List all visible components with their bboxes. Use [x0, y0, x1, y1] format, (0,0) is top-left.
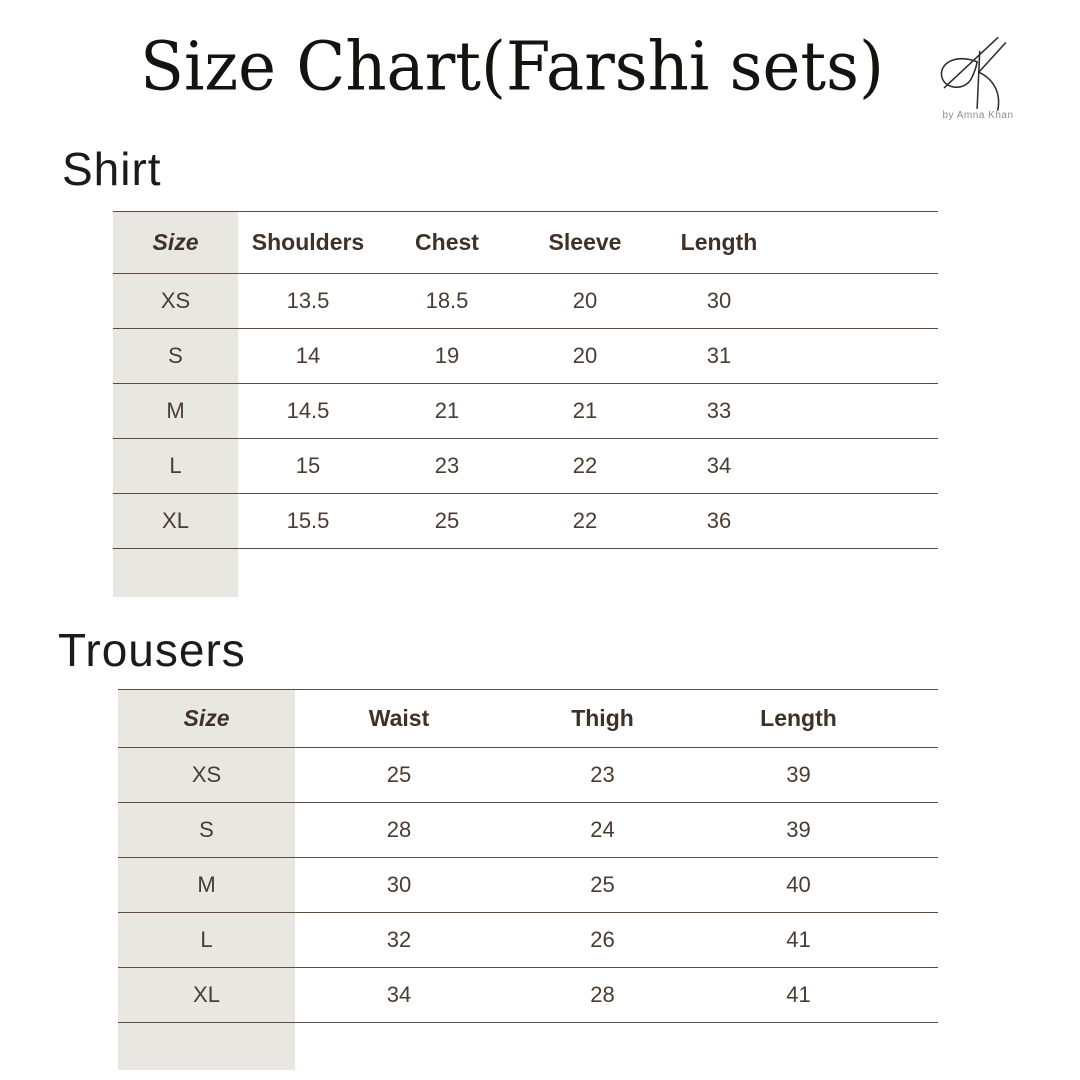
table-row: [113, 384, 938, 439]
filler-header-cell: [895, 689, 938, 747]
header-row: [118, 689, 938, 747]
filler-cell: [784, 329, 938, 384]
size-label-cell: M: [113, 384, 238, 439]
filler-cell: [895, 857, 938, 912]
table-row: [118, 857, 938, 912]
size-label-cell: [113, 549, 238, 597]
size-label-cell: XS: [118, 747, 295, 802]
filler-cell: [784, 439, 938, 494]
measurement-cell: 33: [706, 398, 732, 423]
measurement-cell: 34: [386, 981, 412, 1007]
measurement-cell: 28: [386, 816, 412, 842]
page-title: Size Chart(Farshi sets): [140, 28, 884, 107]
measurement-cell: 18.5: [425, 288, 469, 313]
measurement-cell: 23: [590, 761, 615, 787]
column-header: Thigh: [571, 704, 634, 731]
table-row: [118, 912, 938, 967]
measurement-cell: 22: [572, 453, 598, 478]
measurement-cell: 24: [590, 816, 615, 842]
table-row: [113, 439, 938, 494]
column-header: Length: [760, 704, 837, 731]
measurement-cell: [378, 549, 516, 597]
measurement-cell: 20: [572, 288, 598, 313]
filler-cell: [784, 384, 938, 439]
filler-cell: [895, 802, 938, 857]
trousers-heading: Trousers: [58, 623, 246, 676]
measurement-cell: 21: [434, 398, 460, 423]
table-row: [113, 494, 938, 549]
table-row: [113, 329, 938, 384]
size-label-cell: S: [113, 329, 238, 384]
measurement-cell: 20: [572, 343, 598, 368]
measurement-cell: 13.5: [286, 288, 330, 313]
logo-tagline: by Amna Khan: [942, 110, 1014, 121]
shirt-section: [0, 142, 1080, 597]
measurement-cell: [238, 549, 378, 597]
empty-stub-row: [118, 1022, 938, 1070]
measurement-cell: 15.5: [286, 508, 330, 533]
table-row: [113, 274, 938, 329]
measurement-cell: 26: [590, 926, 615, 952]
measurement-cell: 39: [786, 761, 811, 787]
size-label-cell: XL: [118, 967, 295, 1022]
measurement-cell: 41: [786, 926, 811, 952]
measurement-cell: 28: [590, 981, 615, 1007]
filler-header-cell: [784, 212, 938, 274]
measurement-cell: [516, 549, 654, 597]
column-header: Shoulders: [251, 229, 365, 255]
column-header: Sleeve: [548, 229, 622, 255]
size-label-cell: L: [118, 912, 295, 967]
trousers-size-table: [118, 689, 938, 1071]
measurement-cell: 15: [295, 453, 321, 478]
measurement-cell: 25: [386, 761, 412, 787]
measurement-cell: 21: [572, 398, 598, 423]
shirt-size-table: [113, 211, 938, 597]
measurement-cell: 39: [786, 816, 811, 842]
header-row: [113, 212, 938, 274]
measurement-cell: [295, 1022, 503, 1070]
measurement-cell: 22: [572, 508, 598, 533]
brand-logo: [928, 34, 1028, 121]
measurement-cell: 14: [295, 343, 321, 368]
filler-cell: [895, 967, 938, 1022]
measurement-cell: 31: [706, 343, 732, 368]
table-row: [118, 967, 938, 1022]
filler-cell: [895, 747, 938, 802]
size-label-cell: XS: [113, 274, 238, 329]
filler-cell: [784, 494, 938, 549]
measurement-cell: [702, 1022, 895, 1070]
measurement-cell: 34: [706, 453, 732, 478]
filler-cell: [784, 274, 938, 329]
table-row: [118, 747, 938, 802]
measurement-cell: 25: [590, 871, 615, 897]
header: [0, 0, 1080, 121]
empty-stub-row: [113, 549, 938, 597]
measurement-cell: [654, 549, 784, 597]
shirt-heading: Shirt: [62, 143, 162, 195]
measurement-cell: 30: [386, 871, 412, 897]
measurement-cell: 30: [706, 288, 732, 313]
size-label-cell: L: [113, 439, 238, 494]
measurement-cell: 25: [434, 508, 460, 533]
measurement-cell: 23: [434, 453, 460, 478]
column-header: Length: [680, 229, 758, 255]
filler-cell: [895, 912, 938, 967]
measurement-cell: [503, 1022, 702, 1070]
size-column-header: Size: [118, 689, 295, 747]
column-header: Chest: [415, 229, 479, 255]
filler-cell: [895, 1022, 938, 1070]
size-label-cell: S: [118, 802, 295, 857]
measurement-cell: 41: [786, 981, 811, 1007]
size-label-cell: [118, 1022, 295, 1070]
size-label-cell: M: [118, 857, 295, 912]
filler-cell: [784, 549, 938, 597]
column-header: Waist: [368, 704, 430, 731]
measurement-cell: 19: [434, 343, 460, 368]
size-label-cell: XL: [113, 494, 238, 549]
measurement-cell: 14.5: [286, 398, 330, 423]
ak-monogram-icon: [935, 34, 1021, 112]
size-column-header: Size: [113, 212, 238, 274]
table-row: [118, 802, 938, 857]
measurement-cell: 40: [786, 871, 811, 897]
measurement-cell: 36: [706, 508, 732, 533]
measurement-cell: 32: [386, 926, 412, 952]
trousers-section: [0, 623, 1080, 1071]
